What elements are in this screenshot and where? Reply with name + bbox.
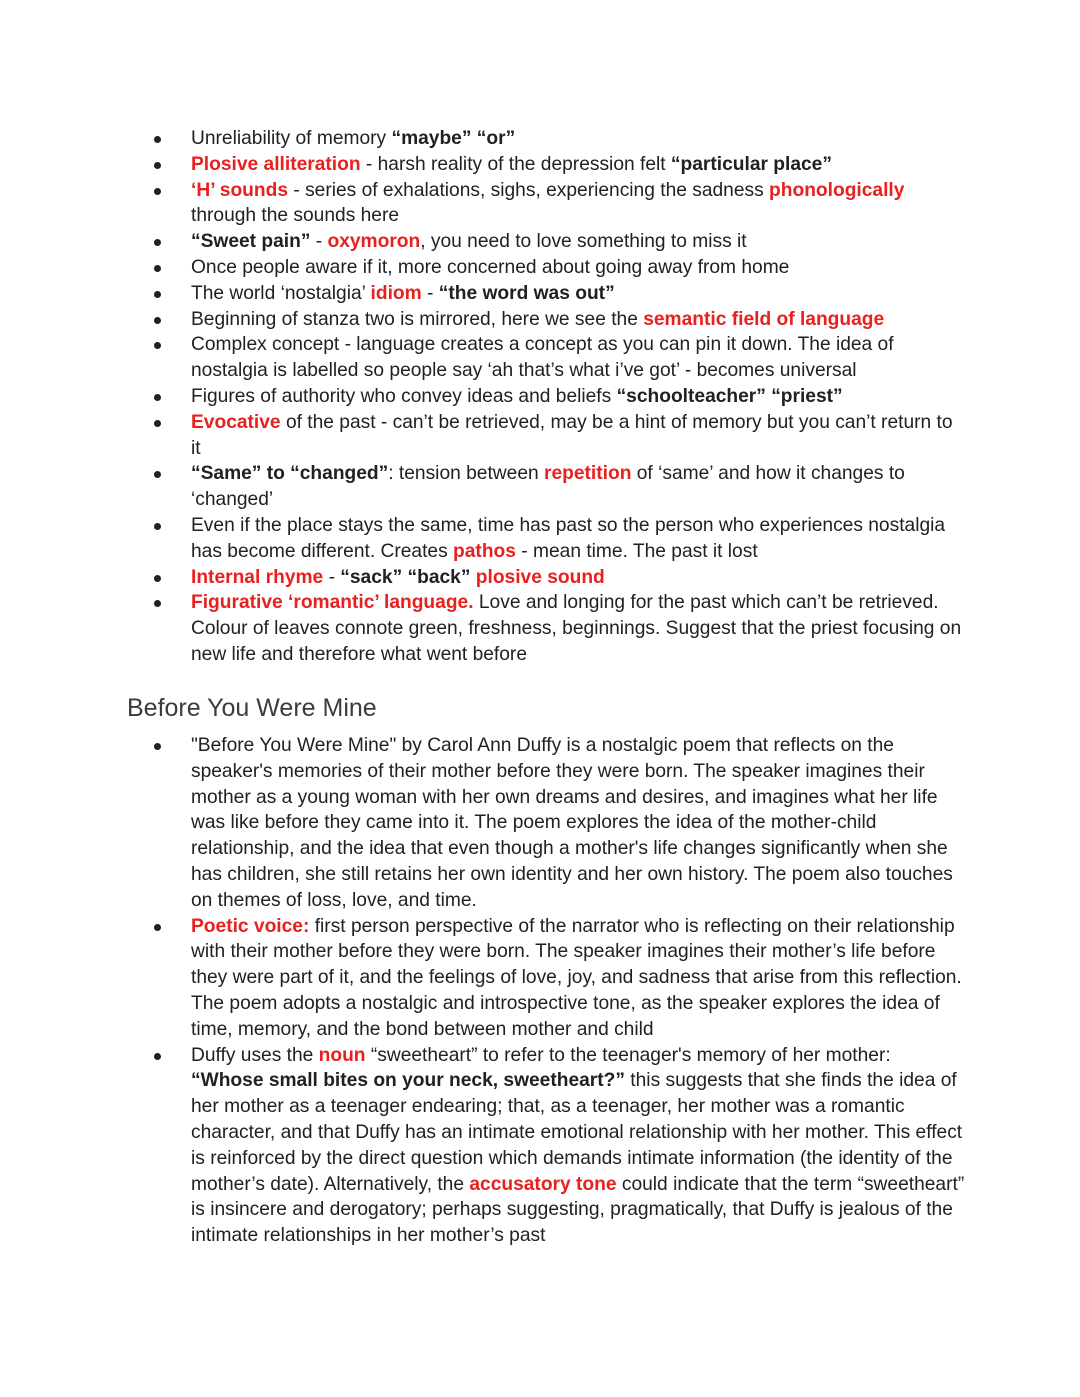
text-segment: , you need to love something to miss it <box>420 231 747 253</box>
bold-quote: “schoolteacher” “priest” <box>616 385 843 407</box>
list-item <box>151 1043 966 1249</box>
text-segment: could indicate that the term “sweetheart” is insincere and derogatory; perhaps suggesting, pragmatically, that Duffy is jealous of the intimate relationships in her mother’s past <box>191 1173 965 1247</box>
text-segment: Figures of authority who convey ideas and beliefs <box>191 385 617 407</box>
bold-quote: “Sweet pain” <box>191 231 311 253</box>
bullet-dot-icon <box>154 291 161 298</box>
bold-quote: “maybe” “or” <box>391 128 516 149</box>
text-segment: "Before You Were Mine" by Carol Ann Duffy is a nostalgic poem that reflects on the speaker's memories of their mother before they were born. The speaker imagines their mother as a young woman with her own dreams and desires, and imagines what her life was like before they came into it. The poem explores the idea of the mother-child relationship, and the idea that even though a mother's life changes significantly when she has children, she still retains her own identity and her own history. The poem also touches on themes of loss, love, and time. <box>191 735 953 911</box>
text-segment: : tension between <box>388 463 544 485</box>
bold-quote: “Whose small bites on your neck, sweetheart?” <box>191 1070 625 1092</box>
list-item <box>151 410 966 462</box>
bold-quote: “Same” to “changed” <box>191 463 389 485</box>
highlighted-term: Internal rhyme <box>191 566 324 588</box>
highlighted-term: pathos <box>453 540 516 562</box>
highlighted-term: Poetic voice: <box>191 915 310 937</box>
list-item <box>151 152 966 178</box>
list-item <box>151 229 966 255</box>
highlighted-term: idiom <box>370 282 422 304</box>
text-segment: - harsh reality of the depression felt <box>360 153 671 175</box>
bold-quote: “particular place” <box>670 153 832 175</box>
notes-bullet-list <box>151 126 966 668</box>
bullet-dot-icon <box>154 1053 161 1060</box>
text-segment: - <box>310 231 328 253</box>
list-item <box>151 565 966 591</box>
text-segment: through the sounds here <box>191 205 400 227</box>
bullet-dot-icon <box>154 600 161 607</box>
list-item <box>151 733 966 914</box>
highlighted-term: ‘H’ sounds <box>191 179 289 201</box>
bullet-dot-icon <box>154 136 161 143</box>
list-item <box>151 914 966 1043</box>
text-segment: - mean time. The past it lost <box>515 540 758 562</box>
list-item <box>151 513 966 565</box>
text-segment: Beginning of stanza two is mirrored, here we see the <box>191 308 644 330</box>
bullet-dot-icon <box>154 471 161 478</box>
bullet-dot-icon <box>154 420 161 427</box>
bullet-dot-icon <box>154 265 161 272</box>
highlighted-term: Figurative ‘romantic’ language. <box>191 592 474 614</box>
text-segment: - <box>323 566 341 588</box>
highlighted-term: oxymoron <box>327 231 421 253</box>
list-item <box>151 332 966 384</box>
bullet-dot-icon <box>154 394 161 401</box>
highlighted-term: repetition <box>544 463 632 485</box>
bullet-dot-icon <box>154 924 161 931</box>
poem-analysis-bullet-list <box>151 733 966 1249</box>
section-heading: Before You Were Mine <box>127 694 377 722</box>
bullet-dot-icon <box>154 575 161 582</box>
text-segment: Unreliability of memory <box>191 128 392 149</box>
text-segment: Duffy uses the <box>191 1044 319 1066</box>
highlighted-term: phonologically <box>769 179 905 201</box>
bullet-dot-icon <box>154 239 161 246</box>
text-segment: of ‘same’ and how it changes to ‘changed’ <box>191 463 905 511</box>
text-segment: - <box>421 282 439 304</box>
list-item <box>151 281 966 307</box>
bullet-dot-icon <box>154 317 161 324</box>
highlighted-term: Plosive alliteration <box>191 153 361 175</box>
bold-quote: “the word was out” <box>438 282 615 304</box>
list-item <box>151 126 966 152</box>
text-segment: The world ‘nostalgia’ <box>191 282 371 304</box>
list-item <box>151 384 966 410</box>
text-segment: this suggests that she finds the idea of her mother as a teenager endearing; that, as a teenager, her mother was a romantic character, and that Duffy has an intimate emotional relationship with her mother. This effect is reinforced by the direct question which demands intimate information (the identity of the mother’s date). Alternatively, the <box>191 1070 963 1195</box>
list-item <box>151 307 966 333</box>
highlighted-term: plosive sound <box>475 566 605 588</box>
list-item <box>151 590 966 667</box>
text-segment: Even if the place stays the same, time has past so the person who experiences nostalgia has become different. Creates <box>191 514 946 562</box>
list-item <box>151 178 966 230</box>
highlighted-term: accusatory tone <box>469 1173 617 1195</box>
text-segment: - series of exhalations, sighs, experiencing the sadness <box>288 179 770 201</box>
text-segment: Love and longing for the past which can’t be retrieved. Colour of leaves connote green, freshness, beginnings. Suggest that the priest focusing on new life and therefore what went before <box>191 592 962 665</box>
highlighted-term: Evocative <box>191 411 281 433</box>
text-segment: Once people aware if it, more concerned about going away from home <box>191 256 790 278</box>
bullet-dot-icon <box>154 342 161 349</box>
list-item <box>151 255 966 281</box>
bullet-dot-icon <box>154 743 161 750</box>
text-segment: “sweetheart” to refer to the teenager's memory of her mother: <box>365 1044 891 1066</box>
highlighted-term: semantic field of language <box>643 308 885 330</box>
bullet-dot-icon <box>154 188 161 195</box>
text-segment: Complex concept - language creates a concept as you can pin it down. The idea of nostalgia is labelled so people say ‘ah that’s what i’ve got’ - becomes universal <box>191 334 894 382</box>
bold-quote: “sack” “back” <box>340 566 471 588</box>
bullet-dot-icon <box>154 523 161 530</box>
bullet-dot-icon <box>154 162 161 169</box>
text-segment: of the past - can’t be retrieved, may be a hint of memory but you can’t return to it <box>191 411 953 459</box>
text-segment: first person perspective of the narrator who is reflecting on their relationship with their mother before they were born. The speaker imagines their mother’s life before they were part of it, and the feelings of love, joy, and sadness that arise from this reflection. The poem adopts a nostalgic and introspective tone, as the speaker explores the idea of time, memory, and the bond between mother and child <box>191 915 962 1040</box>
highlighted-term: noun <box>318 1044 366 1066</box>
list-item <box>151 461 966 513</box>
